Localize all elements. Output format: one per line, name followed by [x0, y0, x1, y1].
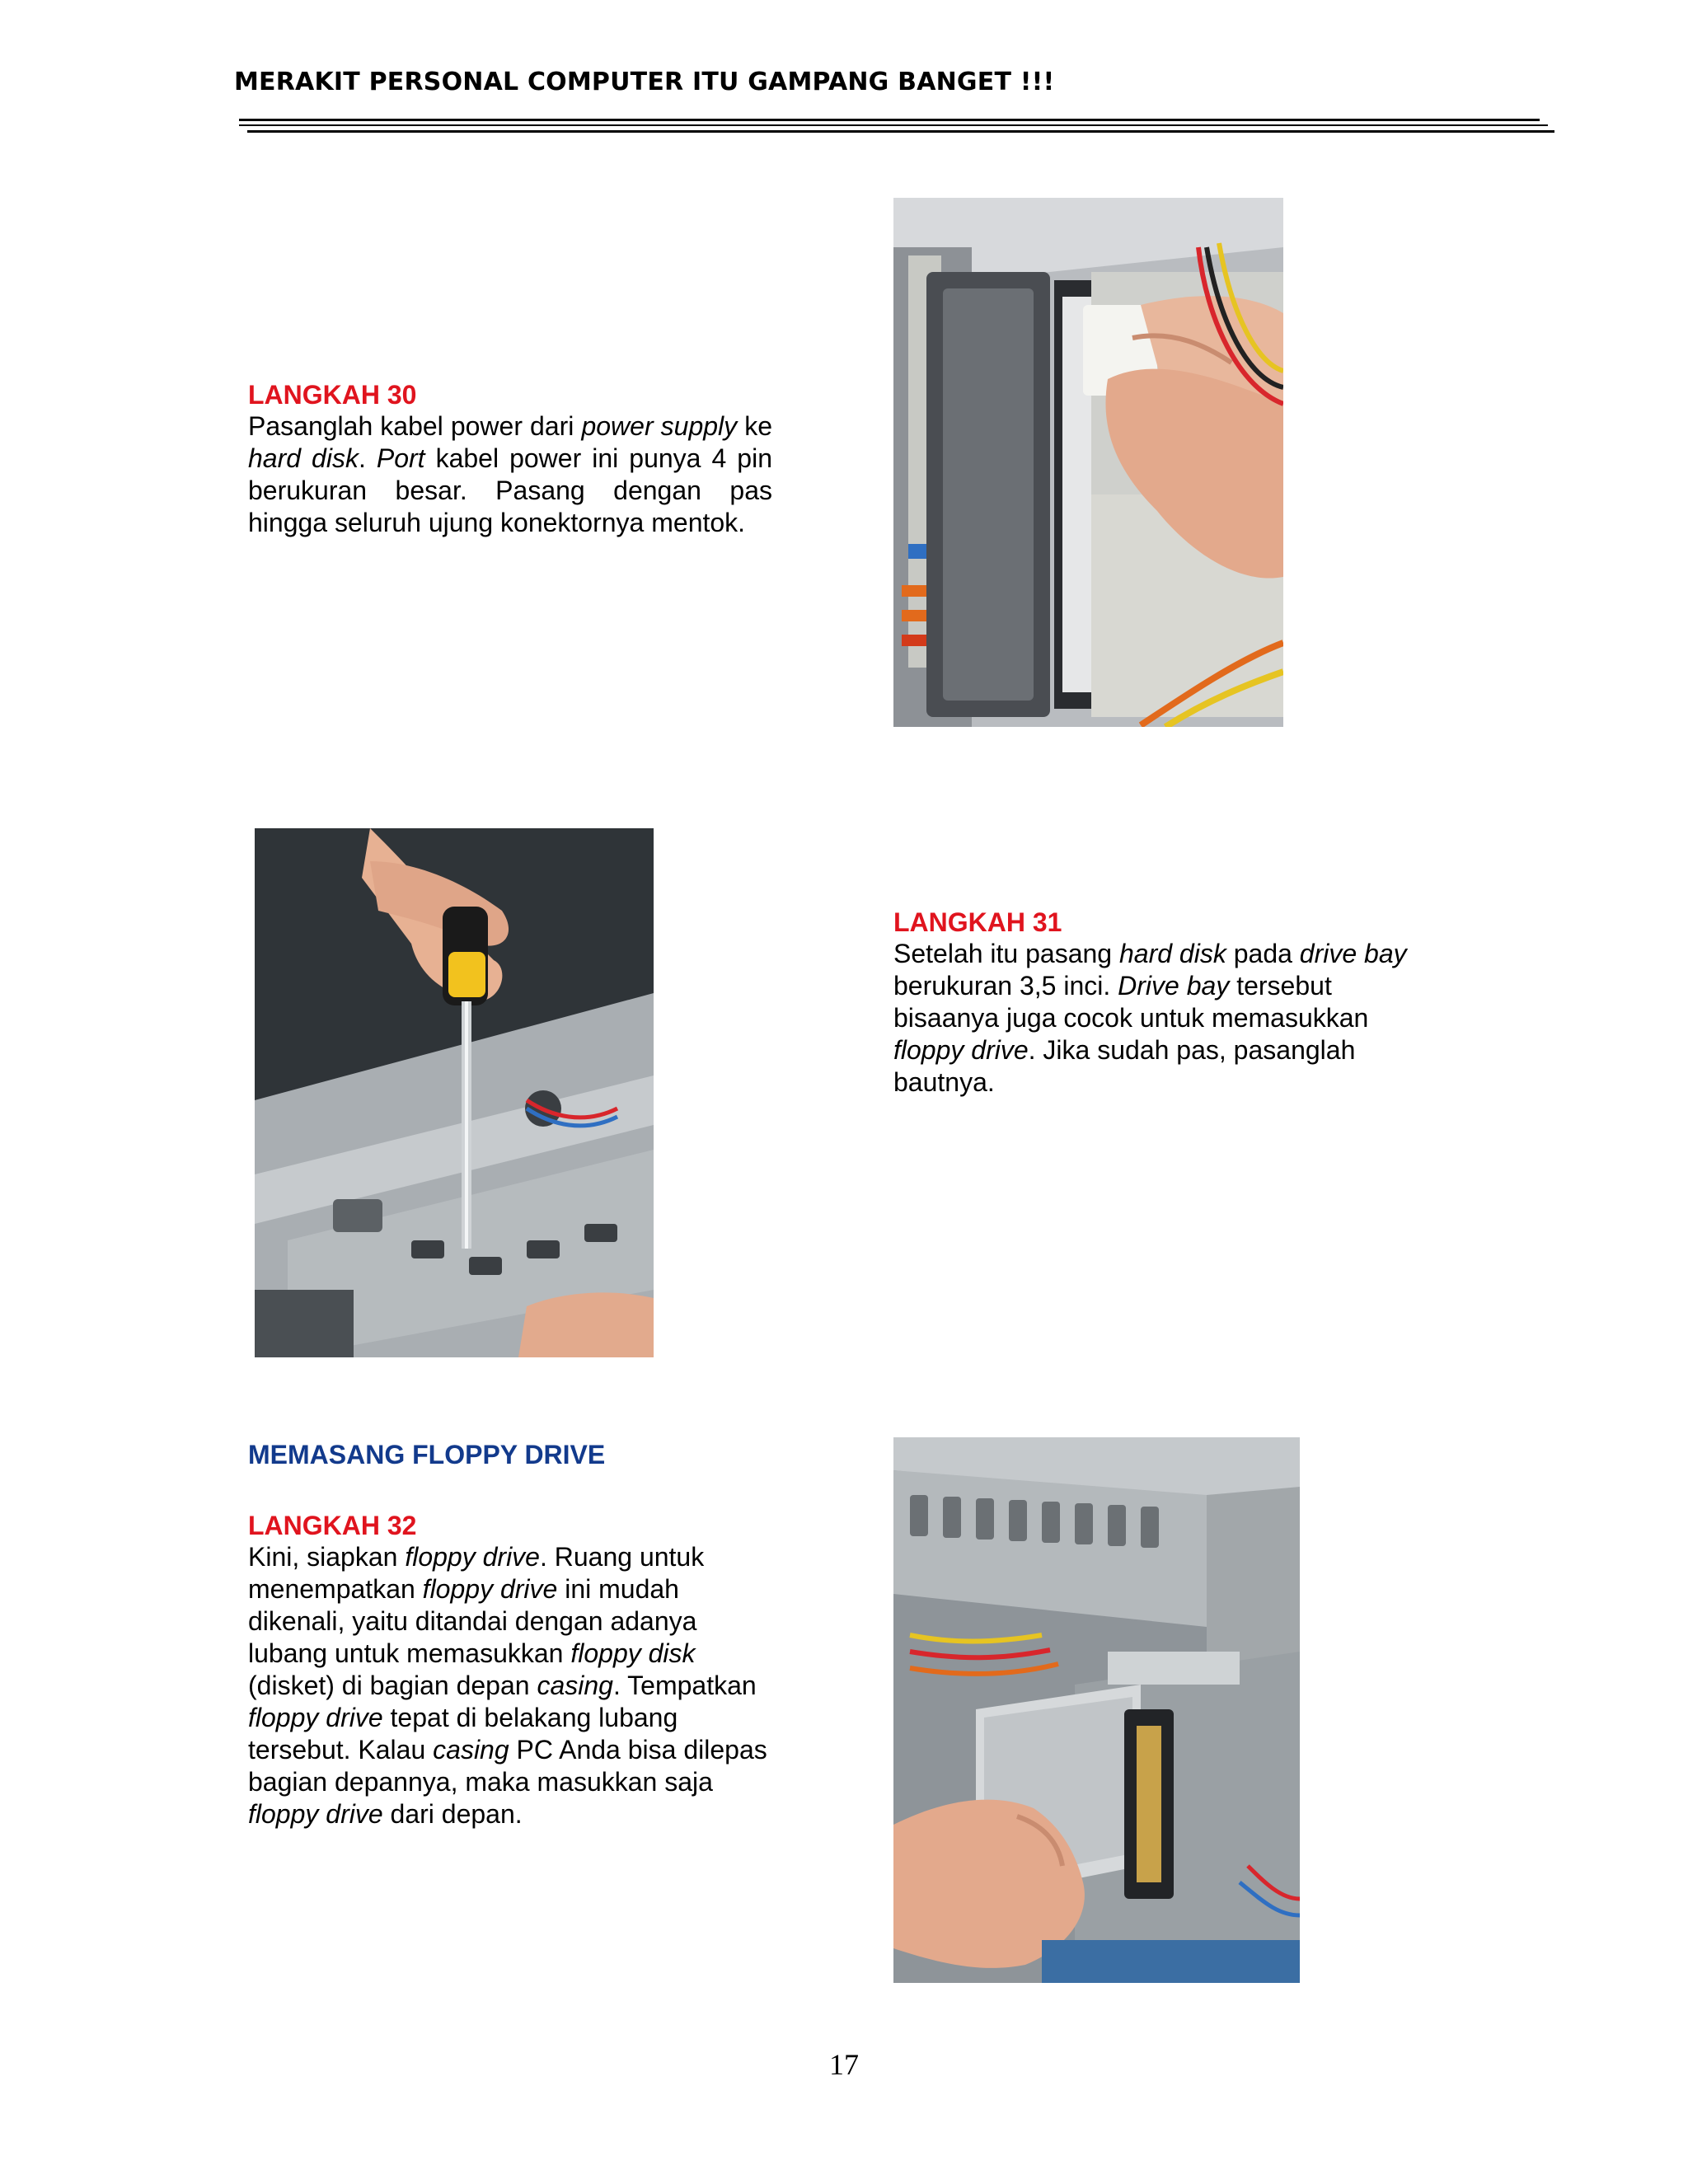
step-30-block: [248, 379, 772, 539]
text-line: Kini, siapkan floppy drive. Ruang untuk: [248, 1542, 705, 1572]
header-title: MERAKIT PERSONAL COMPUTER ITU GAMPANG BANGET !!!: [234, 68, 1055, 96]
floppy-section-block: [248, 1439, 842, 1830]
photo-hard-disk-power-cable: [893, 198, 1283, 727]
italic-term: floppy drive: [422, 1574, 558, 1604]
text-line: menempatkan floppy drive ini mudah: [248, 1574, 679, 1604]
header-rule-bottom: [247, 130, 1554, 133]
page-number: 17: [829, 2048, 859, 2081]
text-line: tersebut. Kalau casing PC Anda bisa dilepas: [248, 1735, 767, 1765]
italic-term: floppy drive: [893, 1035, 1029, 1065]
italic-term: hard disk: [1118, 939, 1226, 968]
italic-term: floppy drive: [405, 1542, 540, 1572]
italic-term: casing: [433, 1735, 509, 1765]
text-line: bisaanya juga cocok untuk memasukkan: [893, 1003, 1369, 1033]
step-32-body: [248, 1541, 842, 1830]
photo-screwdriver-drive-bay: [255, 828, 654, 1357]
step-31-heading: LANGKAH 31: [893, 907, 1062, 937]
italic-term: floppy drive: [248, 1703, 383, 1732]
text-line: bagian depannya, maka masukkan saja: [248, 1767, 713, 1797]
text-line: dikenali, yaitu ditandai dengan adanya: [248, 1606, 697, 1636]
text-line: lubang untuk memasukkan floppy disk: [248, 1638, 696, 1668]
text-line: floppy drive dari depan.: [248, 1799, 523, 1829]
text-line: floppy drive tepat di belakang lubang: [248, 1703, 678, 1732]
step-31-body: [893, 938, 1487, 1099]
text-line: Setelah itu pasang hard disk pada drive bay: [893, 939, 1407, 968]
italic-term: Drive bay: [1118, 971, 1230, 1001]
step-32-heading: LANGKAH 32: [248, 1511, 417, 1540]
italic-term: casing: [537, 1671, 613, 1700]
text-line: bautnya.: [893, 1067, 995, 1097]
italic-term: drive bay: [1299, 939, 1407, 968]
italic-term: hard disk: [248, 443, 359, 473]
section-spacer: [248, 1470, 842, 1510]
text-line: (disket) di bagian depan casing. Tempatkan: [248, 1671, 757, 1700]
italic-term: floppy drive: [248, 1799, 383, 1829]
photo-inserting-floppy-drive: [893, 1437, 1300, 1983]
step-30-body: Pasanglah kabel power dari power supply ke hard disk. Port kabel power ini punya 4 pin berukuran besar. Pasang dengan pas hingga seluruh ujung konektornya mentok.: [248, 411, 773, 537]
section-heading-floppy-drive: MEMASANG FLOPPY DRIVE: [248, 1440, 606, 1469]
step-31-block: [893, 907, 1487, 1099]
header-rule-middle: [239, 124, 1548, 126]
step-30-heading: LANGKAH 30: [248, 380, 417, 410]
italic-term: power supply: [581, 411, 738, 441]
text-line: berukuran 3,5 inci. Drive bay tersebut: [893, 971, 1332, 1001]
text-line: floppy drive. Jika sudah pas, pasanglah: [893, 1035, 1356, 1065]
italic-term: floppy disk: [570, 1638, 696, 1668]
italic-term: Port: [376, 443, 425, 473]
header-rule-top: [239, 119, 1540, 121]
